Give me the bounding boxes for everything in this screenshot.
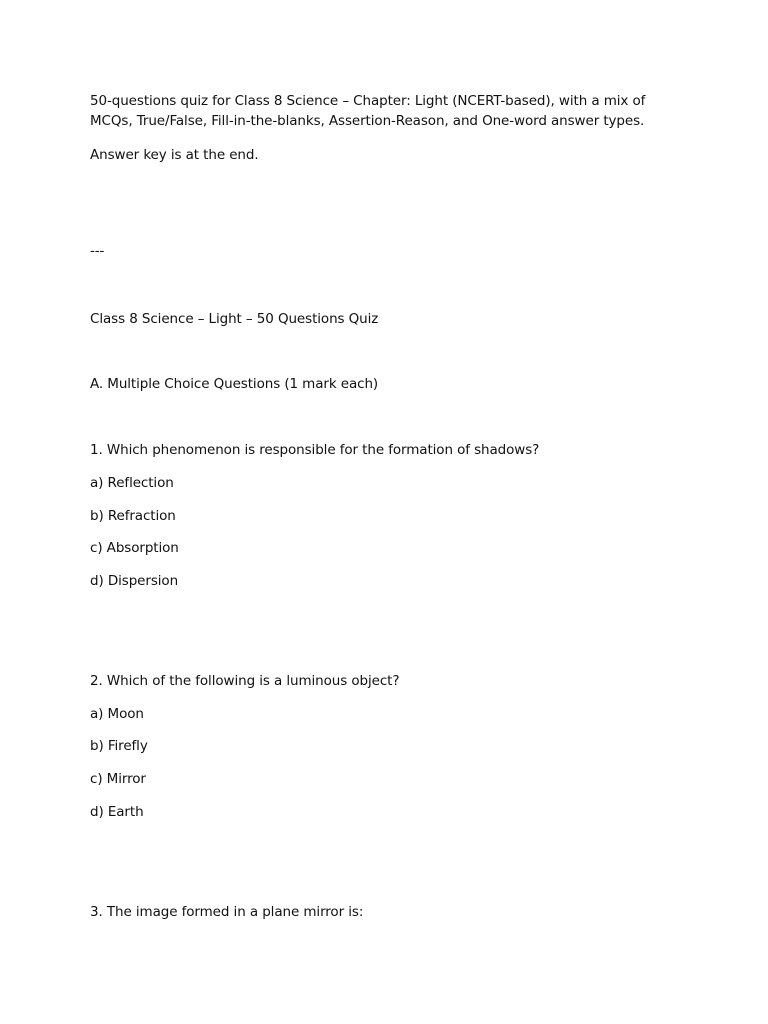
question-1-option-a: a) Reflection xyxy=(90,475,174,491)
intro-line-2: MCQs, True/False, Fill-in-the-blanks, Assertion-Reason, and One-word answer types. xyxy=(90,113,645,129)
question-1-option-c: c) Absorption xyxy=(90,540,179,556)
question-2-option-c: c) Mirror xyxy=(90,771,146,787)
question-2-option-d: d) Earth xyxy=(90,804,144,820)
question-1-text: 1. Which phenomenon is responsible for the formation of shadows? xyxy=(90,442,540,458)
question-1-option-b: b) Refraction xyxy=(90,508,176,524)
question-2-option-b: b) Firefly xyxy=(90,738,148,754)
question-3-text: 3. The image formed in a plane mirror is: xyxy=(90,904,364,920)
separator: --- xyxy=(90,243,105,259)
question-2-option-a: a) Moon xyxy=(90,706,144,722)
question-2-text: 2. Which of the following is a luminous object? xyxy=(90,673,400,689)
answer-key-note: Answer key is at the end. xyxy=(90,147,259,163)
question-1-option-d: d) Dispersion xyxy=(90,573,179,589)
quiz-title: Class 8 Science – Light – 50 Questions Quiz xyxy=(90,311,379,327)
section-a-heading: A. Multiple Choice Questions (1 mark each) xyxy=(90,376,379,392)
intro-line-1: 50-questions quiz for Class 8 Science – Chapter: Light (NCERT-based), with a mix of xyxy=(90,93,646,109)
